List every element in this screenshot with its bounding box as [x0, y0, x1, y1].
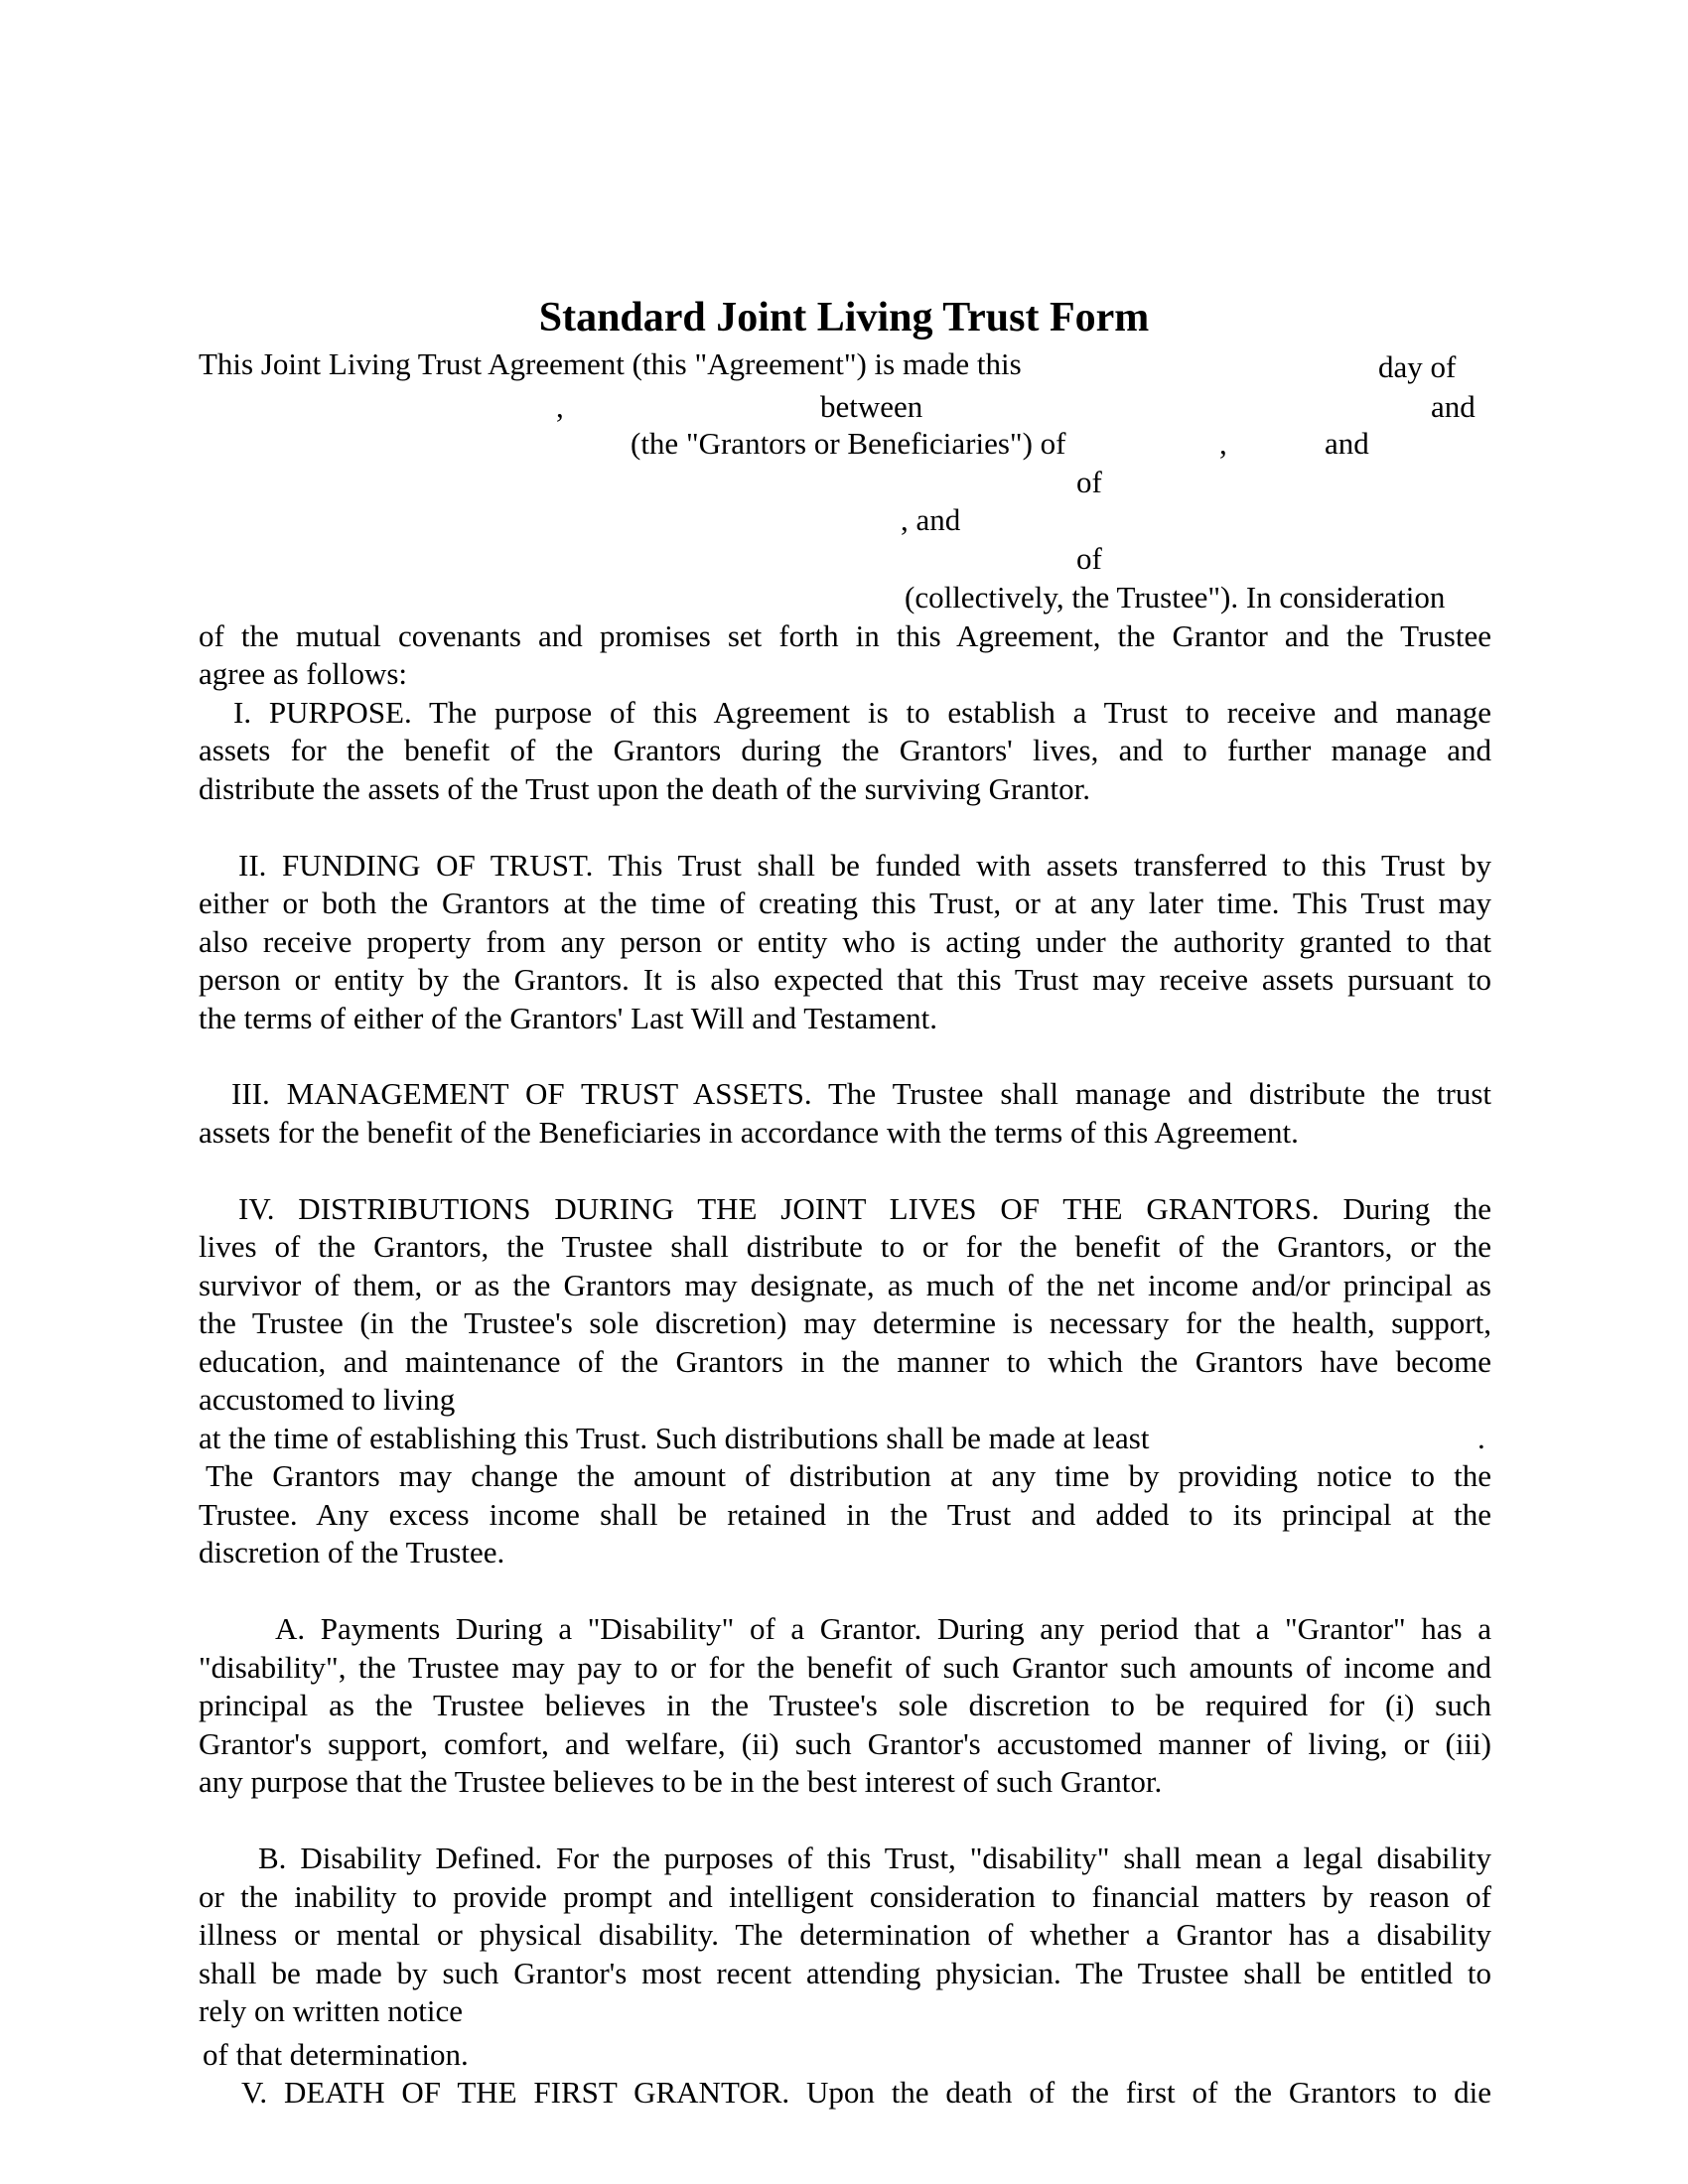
opening-of-1: of	[1076, 465, 1102, 499]
opening-grantors: (the "Grantors or Beneficiaries") of	[631, 426, 1066, 461]
purpose-line-2: assets for the benefit of the Grantors during the Grantors' lives, and to further manage and	[199, 733, 1491, 767]
opening-and-1: and	[1431, 389, 1476, 424]
purpose-line-3: distribute the assets of the Trust upon the death of the surviving Grantor.	[199, 771, 1091, 806]
document-title: Standard Joint Living Trust Form	[538, 295, 1150, 341]
disability-payments-line-2: "disability", the Trustee may pay to or for the benefit of such Grantor such amounts of income and	[199, 1650, 1491, 1685]
opening-and-3: , and	[901, 502, 961, 537]
disability-payments-line-3: principal as the Trustee believes in the Trustee's sole discretion to be required for (i) such	[199, 1688, 1491, 1722]
disability-defined-line-2: or the inability to provide prompt and intelligent consideration to financial matters by reason of	[199, 1879, 1491, 1914]
disability-defined-line-1: B. Disability Defined. For the purposes of this Trust, "disability" shall mean a legal disability	[258, 1841, 1491, 1875]
opening-and-2: and	[1325, 426, 1369, 461]
disability-defined-line-4: shall be made by such Grantor's most recent attending physician. The Trustee shall be entitled to	[199, 1956, 1491, 1990]
disability-defined-line-5: rely on written notice	[199, 1993, 463, 2028]
opening-line-1: This Joint Living Trust Agreement (this "Agreement") is made this	[199, 346, 1022, 381]
opening-between: between	[820, 389, 923, 424]
disability-payments-line-1: A. Payments During a "Disability" of a Grantor. During any period that a "Grantor" has a	[275, 1611, 1491, 1646]
disability-payments-line-4: Grantor's support, comfort, and welfare, (ii) such Grantor's accustomed manner of living, or (iii)	[199, 1726, 1491, 1761]
opening-line-9: agree as follows:	[199, 656, 408, 691]
opening-collectively: (collectively, the Trustee"). In consideration	[905, 580, 1446, 614]
distributions-line-6: accustomed to living	[199, 1382, 456, 1417]
distributions-change-line-1: The Grantors may change the amount of distribution at any time by providing notice to the	[206, 1458, 1491, 1493]
funding-line-2: either or both the Grantors at the time of creating this Trust, or at any later time. This Trust may	[199, 886, 1491, 920]
opening-day-of: day of	[1378, 349, 1457, 384]
management-line-1: III. MANAGEMENT OF TRUST ASSETS. The Trustee shall manage and distribute the trust	[231, 1076, 1491, 1111]
management-line-2: assets for the benefit of the Beneficiaries in accordance with the terms of this Agreement.	[199, 1115, 1299, 1150]
funding-line-4: person or entity by the Grantors. It is also expected that this Trust may receive assets pursuant to	[199, 962, 1491, 997]
death-first-grantor-line-1: V. DEATH OF THE FIRST GRANTOR. Upon the death of the first of the Grantors to die	[241, 2075, 1491, 2110]
distributions-frequency-period: .	[1477, 1421, 1485, 1455]
opening-comma: ,	[556, 389, 564, 424]
opening-comma-2: ,	[1219, 426, 1227, 461]
distributions-change-line-2: Trustee. Any excess income shall be retained in the Trust and added to its principal at the	[199, 1497, 1491, 1532]
funding-line-3: also receive property from any person or entity who is acting under the authority granted to that	[199, 924, 1491, 959]
funding-line-1: II. FUNDING OF TRUST. This Trust shall be funded with assets transferred to this Trust by	[238, 848, 1491, 883]
opening-of-2: of	[1076, 541, 1102, 576]
disability-defined-tail: of that determination.	[203, 2037, 469, 2072]
funding-line-5: the terms of either of the Grantors' Last Will and Testament.	[199, 1001, 937, 1035]
distributions-line-4: the Trustee (in the Trustee's sole discretion) may determine is necessary for the health, support,	[199, 1305, 1491, 1340]
disability-payments-line-5: any purpose that the Trustee believes to be in the best interest of such Grantor.	[199, 1764, 1163, 1799]
distributions-change-line-3: discretion of the Trustee.	[199, 1535, 505, 1570]
distributions-frequency-line: at the time of establishing this Trust. Such distributions shall be made at least	[199, 1421, 1150, 1455]
disability-defined-line-3: illness or mental or physical disability. The determination of whether a Grantor has a disability	[199, 1917, 1491, 1952]
opening-line-8: of the mutual covenants and promises set forth in this Agreement, the Grantor and the Trustee	[199, 618, 1491, 653]
distributions-line-5: education, and maintenance of the Grantors in the manner to which the Grantors have become	[199, 1344, 1491, 1379]
distributions-line-2: lives of the Grantors, the Trustee shall distribute to or for the benefit of the Grantors, or the	[199, 1229, 1491, 1264]
distributions-line-3: survivor of them, or as the Grantors may designate, as much of the net income and/or principal as	[199, 1268, 1491, 1302]
purpose-line-1: I. PURPOSE. The purpose of this Agreement is to establish a Trust to receive and manage	[233, 695, 1491, 730]
distributions-line-1: IV. DISTRIBUTIONS DURING THE JOINT LIVES OF THE GRANTORS. During the	[238, 1191, 1491, 1226]
